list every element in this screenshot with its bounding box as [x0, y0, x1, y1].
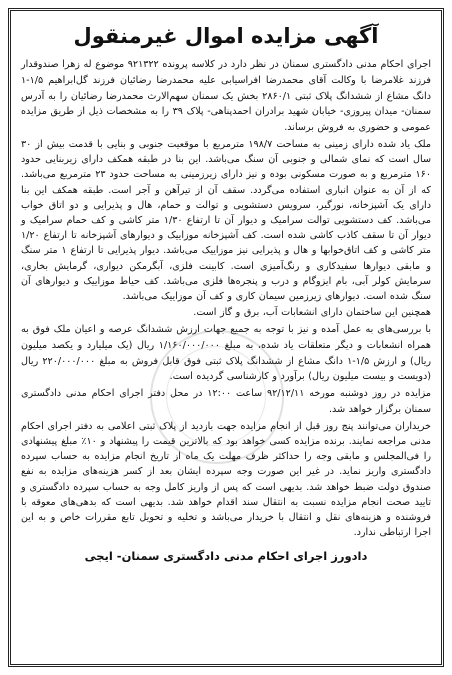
signature: دادورز اجرای احکام مدنی دادگستری سمنان- ایجی [84, 549, 368, 564]
notice-frame [8, 8, 444, 667]
paragraph-conditions: خریداران می‌توانند پنج روز قبل از انجام مزایده جهت بازدید از پلاک ثبتی اعلامی به دفتر اجرای احکام مدنی مراجعه نمایند. برنده مزایده کسی خواهد بود که بالاترین قیمت را پیشنهاد و ۱۰٪ مبلغ پیشنهادی را فی‌المجلس و مابقی وجه را حداکثر ظرف مهلت یک ماه از تاریخ انجام مزایده به حساب سپرده دادگستری واریز نماید. در غیر این صورت وجه سپرده ایشان بعد از کسر هزینه‌های مزایده به نفع صندوق دولت ضبط خواهد شد. بدیهی است که پس از واریز کامل وجه به حساب سپرده دادگستری و تایید صحت انجام مزایده نسبت به انتقال سند اقدام خواهد شد. بدیهی است که بدهی‌های معوقه با فروشنده و هزینه‌های نقل و انتقال با خریدار می‌باشد و تخلیه و تحویل تابع مقررات خاص و به این اجرا ارتباطی ندارد. [21, 420, 432, 539]
notice-title: آگهی مزایده اموال غیرمنقول [73, 24, 379, 48]
paragraph-auction-date: مزایده در روز دوشنبه مورخه ۹۲/۱۲/۱۱ ساعت ۱۲:۰۰ در محل دفتر اجرای احکام مدنی دادگستری سمنان برگزار خواهد شد. [21, 388, 431, 415]
paragraph-utilities: همچنین این ساختمان دارای انشعابات آب، برق و گاز است. [193, 307, 431, 319]
paragraph-property-description: ملک یاد شده دارای زمینی به مساحت ۱۹۸/۷ مترمربع با موقعیت جنوبی و بنایی با قدمت بیش از ۳۰ سال است که نمای شمالی و جنوبی آن سنگ می‌باشد. این بنا در طبقه همکف دارای زیربنایی حدود ۱۶۰ مترمربع و به صورت مسکونی بوده و نیز دارای زیرزمینی به مساحت حدود ۲۳ مترمربع می‌باشد. که از آن به عنوان انباری استفاده می‌گردد. سقف آن از تیرآهن و آجر است. طبقه همکف این بنا دارای یک آشپزخانه، نورگیر، سرویس دستشویی و توالت و حمام، هال و پذیرایی و دو اتاق خواب می‌باشد. کف دستشویی توالت سرامیک و دیوار آن تا ارتفاع ۱/۳۰ متر کاشی و کف حمام سرامیک و دیوار آن تا سقف کاذب کاشی شده است. کف آشپزخانه موزاییک و دیوارهای آشپزخانه تا ارتفاع ۱/۲۰ متر کاشی و کف اتاق‌خوابها و هال و پذیرایی نیز موزاییک می‌باشد. دیوار پذیرایی تا ارتفاع ۱ متر سنگ و مابقی دیوارها سفیدکاری و رنگ‌آمیزی است. کابینت فلزی، آبگرمکن دیواری، گرمایش بخاری، سرمایش کولر آبی، بام ایزوگام و درب و پنجره‌ها فلزی می‌باشد. کف حیاط موزاییک و دیوارهای آن سنگ شده است. دیوارهای زیرزمین سیمان کاری و کف آن موزاییک می‌باشد. [21, 138, 432, 303]
paragraph-valuation: با بررسی‌های به عمل آمده و نیز با توجه به جمیع جهات ارزش ششدانگ عرصه و اعیان ملک فوق به همراه انشعابات و دیگر متعلقات یاد شده، به مبلغ ۱/۱۶۰/۰۰۰/۰۰۰ ریال (یک میلیارد و یکصد میلیون ریال) و ارزش ۱/۵-۱ دانگ مشاع از ششدانگ پلاک ثبتی فوق قابل فروش به مبلغ ۲۲۰/۰۰۰/۰۰۰ ریال (دویست و بیست میلیون ریال) برآورد و کارشناسی گردیده است. [21, 324, 431, 383]
paragraph-intro: اجرای احکام مدنی دادگستری سمنان در نظر دارد در کلاسه پرونده ۹۲۱۳۲۲ موضوع له زهرا صندوقدار فرزند غلامرضا با وکالت آقای محمدرضا افراسیابی علیه محمدرضا رضائیان فرزند گل‌ابراهیم ۱/۵-۱ دانگ مشاع از ششدانگ پلاک ثبتی ۲۸۶۰/۱ بخش یک سمنان سهم‌الارث محمدرضا رضائیان را به آدرس سمنان- میدان پیروزی- خیابان شهید برادران احمدپناهی- پلاک ۳۹ را به مشخصات ذیل از طریق مزایده عمومی و حضوری به فروش برساند. [21, 59, 432, 134]
